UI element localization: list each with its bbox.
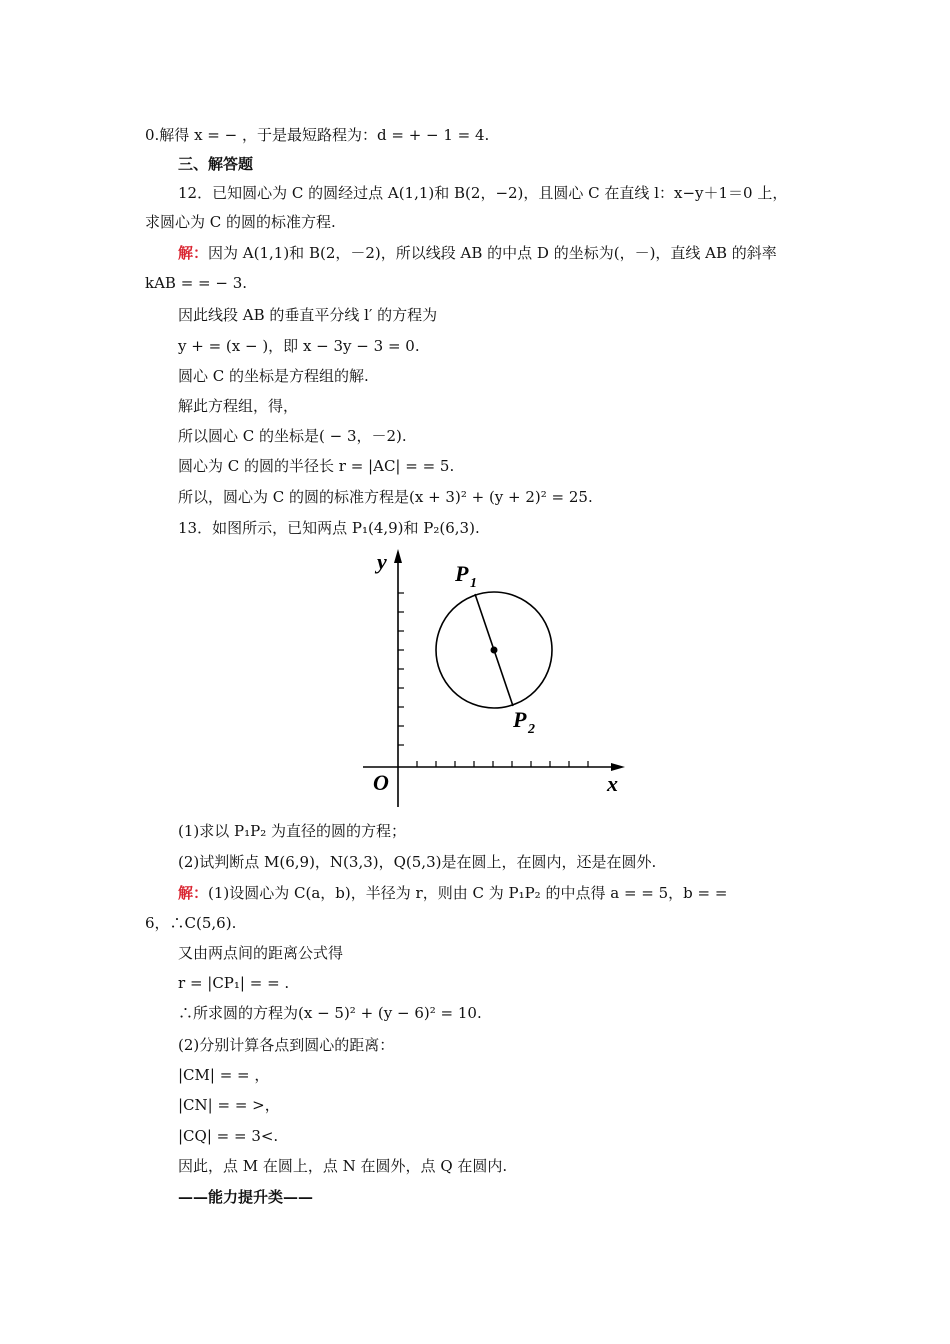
solution-12-line-6: 解此方程组，得，: [178, 397, 299, 415]
solution-12-line-7: 所以圆心 C 的坐标是( − 3，－2).: [178, 427, 407, 445]
x-axis-label: x: [607, 771, 618, 796]
x-axis-ticks: [417, 761, 588, 767]
problem-12-line-2: 求圆心为 C 的圆的标准方程.: [145, 213, 336, 231]
solution-12-line-5: 圆心 C 的坐标是方程组的解.: [178, 367, 369, 385]
origin-label: O: [373, 770, 389, 795]
solution-12-line-2: kAB = = − 3.: [145, 274, 248, 292]
p1-label: P: [455, 561, 469, 586]
y-axis-ticks: [398, 593, 404, 745]
solution-13-line-10: 因此，点 M 在圆上，点 N 在圆外，点 Q 在圆内.: [178, 1157, 508, 1175]
y-axis-arrow: [394, 549, 402, 563]
solution-13-line-3: 又由两点间的距离公式得: [178, 944, 344, 962]
problem-13-line-1: 13．如图所示，已知两点 P₁(4,9)和 P₂(6,3).: [178, 519, 480, 537]
solution-13-line-8: |CN| = = >，: [178, 1096, 280, 1114]
coordinate-figure: [355, 545, 635, 819]
solution-12-text: 因为 A(1,1)和 B(2，－2)，所以线段 AB 的中点 D 的坐标为(，－)，直线 AB 的斜率: [208, 244, 777, 262]
p2-label: P: [513, 707, 527, 732]
section-heading: 三、解答题: [178, 155, 254, 173]
x-axis-arrow: [611, 763, 625, 771]
solution-13-text: (1)设圆心为 C(a，b)，半径为 r，则由 C 为 P₁P₂ 的中点得 a = = 5，b = =: [208, 884, 728, 902]
problem-12-line-1: 12．已知圆心为 C 的圆经过点 A(1,1)和 B(2，−2)，且圆心 C 在直线 l：x−y＋1＝0 上，: [178, 184, 788, 202]
text-line-1: 0.解得 x = − ，于是最短路程为：d = + − 1 = 4.: [145, 126, 490, 144]
section-footer-heading: ——能力提升类——: [178, 1188, 314, 1206]
solution-label: 解：: [178, 244, 209, 262]
solution-13-line-2: 6，∴C(5,6).: [145, 914, 237, 932]
solution-13-line-6: (2)分别计算各点到圆心的距离：: [178, 1036, 395, 1054]
solution-13-line-7: |CM| = = ，: [178, 1066, 270, 1084]
problem-13-part-2: (2)试判断点 M(6,9)，N(3,3)，Q(5,3)是在圆上，在圆内，还是在圆外.: [178, 853, 657, 871]
solution-13-line-1: [178, 882, 727, 904]
solution-12-line-4: y + = (x − )，即 x − 3y − 3 = 0.: [178, 337, 420, 355]
center-point: [491, 647, 498, 654]
solution-13-line-4: r = |CP₁| = = .: [178, 974, 290, 992]
p2-subscript: 2: [528, 722, 535, 737]
solution-13-line-5: ∴所求圆的方程为(x − 5)² + (y − 6)² = 10.: [178, 1004, 482, 1022]
circle-diagram: [355, 545, 635, 815]
p1-subscript: 1: [470, 576, 477, 591]
y-axis-label: y: [377, 549, 387, 574]
solution-13-line-9: |CQ| = = 3<.: [178, 1127, 279, 1145]
solution-12-line-3: 因此线段 AB 的垂直平分线 l′ 的方程为: [178, 306, 438, 324]
solution-label-2: 解：: [178, 884, 209, 902]
solution-12-line-9: 所以，圆心为 C 的圆的标准方程是(x + 3)² + (y + 2)² = 25.: [178, 488, 593, 506]
solution-12-line-1: [178, 242, 777, 264]
solution-12-line-8: 圆心为 C 的圆的半径长 r = |AC| = = 5.: [178, 457, 455, 475]
problem-13-part-1: (1)求以 P₁P₂ 为直径的圆的方程；: [178, 822, 406, 840]
